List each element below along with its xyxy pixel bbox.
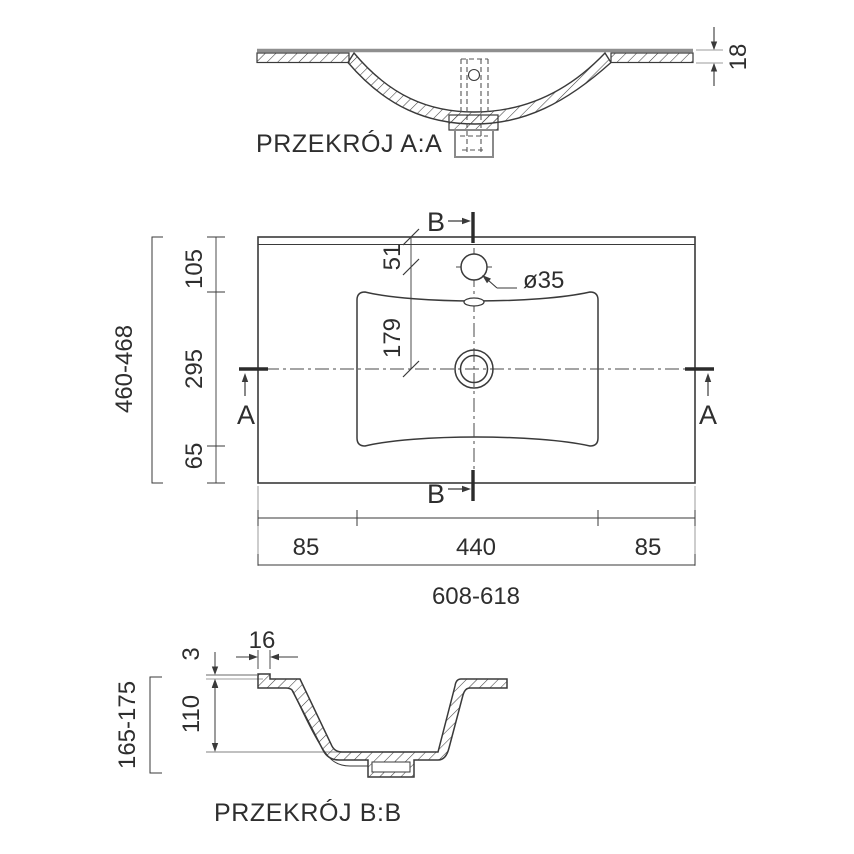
aa-dim-18 (696, 27, 752, 86)
aa-faucet-pilot-circle (469, 70, 480, 81)
bb-dim-110 (178, 679, 218, 752)
tv-drain-offset-label: 179 (379, 317, 406, 359)
tv-marker-a-left-label: A (237, 400, 256, 430)
bb-lip-width-label: 16 (248, 627, 276, 654)
section-aa-view (256, 27, 752, 158)
bb-bowl-depth-label: 110 (178, 694, 205, 734)
bb-drain-slot (372, 762, 410, 772)
tv-bottom-dimensions (258, 486, 695, 610)
tv-marker-b-top-label: B (427, 207, 446, 237)
tv-width-left-label: 85 (292, 534, 320, 561)
tv-faucet-diameter-label: ø35 (523, 267, 565, 294)
tv-height-top-label: 105 (181, 248, 208, 290)
tv-width-center-label: 440 (455, 534, 497, 561)
section-bb-title: PRZEKRÓJ B:B (214, 799, 402, 827)
aa-floor-pad (449, 115, 498, 130)
tv-marker-b-bottom-label: B (427, 479, 446, 509)
bb-lip-step-label: 3 (178, 647, 205, 661)
tv-overflow-slot (464, 298, 484, 306)
section-bb-view (114, 627, 507, 827)
tv-height-total-label: 460-468 (111, 324, 138, 414)
bb-height-range-label: 165-175 (114, 680, 141, 770)
tv-height-mid-label: 295 (181, 348, 208, 390)
aa-slab-right (611, 53, 693, 63)
aa-slab-left (257, 53, 349, 63)
tv-height-total-bracket (152, 237, 163, 483)
top-view (111, 207, 717, 610)
tv-left-dimensions (111, 237, 225, 483)
bb-dim-16 (236, 627, 298, 669)
aa-bowl-wall (348, 53, 611, 124)
aa-drain-box (455, 130, 493, 157)
bb-dim-3 (178, 647, 218, 687)
tv-width-total-label: 608-618 (431, 583, 521, 610)
section-aa-title: PRZEKRÓJ A:A (256, 130, 443, 158)
tv-faucet-offset-label: 51 (379, 243, 406, 271)
tv-marker-a-right-label: A (699, 400, 718, 430)
aa-thickness-label: 18 (725, 43, 752, 71)
tv-width-right-label: 85 (634, 534, 662, 561)
tv-height-bottom-label: 65 (181, 442, 208, 470)
bb-dim-165-175 (114, 677, 162, 773)
